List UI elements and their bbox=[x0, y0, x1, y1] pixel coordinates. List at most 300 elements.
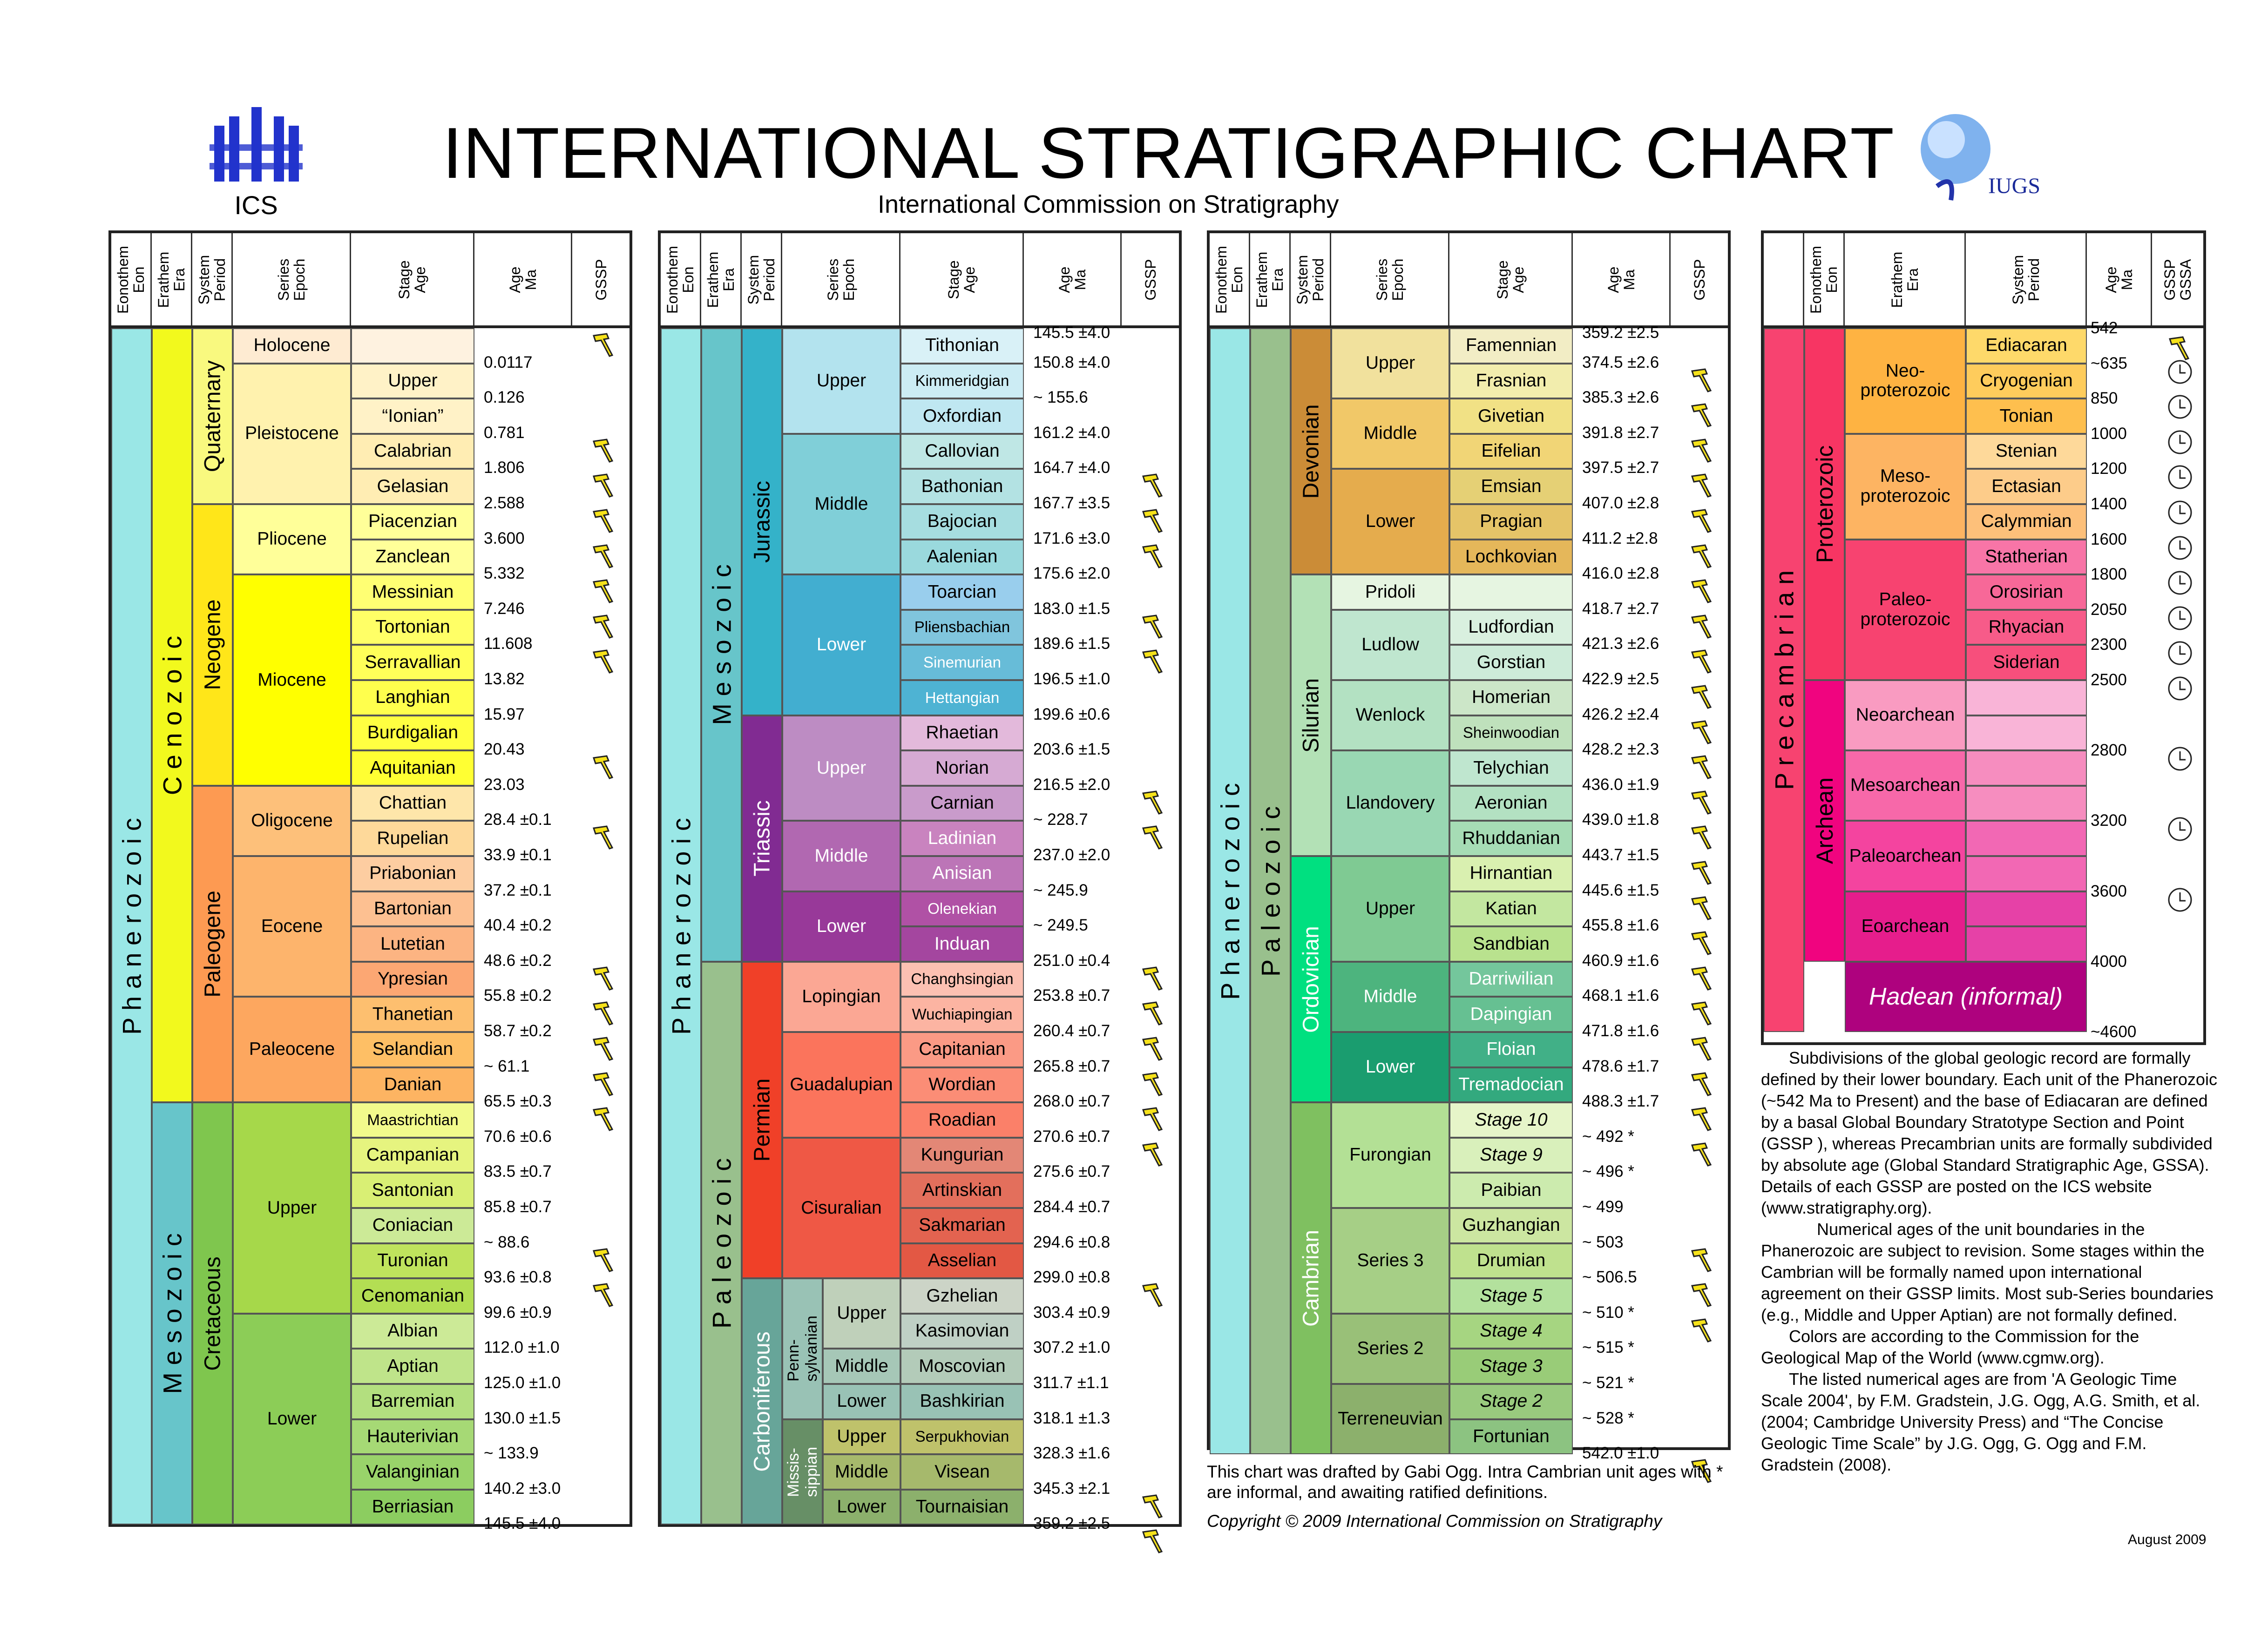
date-label: August 2009 bbox=[2128, 1532, 2207, 1547]
age-label: 471.8 ±1.6 bbox=[1582, 1022, 1659, 1040]
gssa-clock-icon bbox=[2167, 394, 2193, 420]
gssp-golden-spike-icon bbox=[591, 578, 617, 604]
col-header-era: Erathem Era bbox=[152, 233, 192, 326]
col-header-age: Age Ma bbox=[1573, 233, 1671, 326]
age-label: 2.588 bbox=[484, 494, 525, 512]
stage-cell: Sheinwoodian bbox=[1449, 715, 1573, 751]
age-label: ~ 496 * bbox=[1582, 1162, 1634, 1181]
period-cell: Siderian bbox=[1966, 645, 2087, 680]
age-label: 55.8 ±0.2 bbox=[484, 986, 552, 1005]
age-label: ~ 521 * bbox=[1582, 1374, 1634, 1392]
age-label: 33.9 ±0.1 bbox=[484, 846, 552, 864]
col-header-age: Age Ma bbox=[1024, 233, 1122, 326]
age-label: 2500 bbox=[2091, 671, 2127, 689]
gssp-golden-spike-icon bbox=[1140, 1282, 1166, 1308]
age-label: 265.8 ±0.7 bbox=[1033, 1057, 1110, 1075]
age-label: ~ 503 bbox=[1582, 1233, 1624, 1251]
stage-cell: Asselian bbox=[900, 1243, 1024, 1279]
stage-cell: Valanginian bbox=[351, 1454, 474, 1490]
age-label: 199.6 ±0.6 bbox=[1033, 705, 1110, 723]
stage-cell: Stage 3 bbox=[1449, 1349, 1573, 1384]
gssp-golden-spike-icon bbox=[1689, 1247, 1715, 1273]
age-label: 374.5 ±2.6 bbox=[1582, 353, 1659, 371]
stage-cell: Eifelian bbox=[1449, 434, 1573, 469]
stage-cell: Kungurian bbox=[900, 1138, 1024, 1173]
gssp-golden-spike-icon bbox=[1140, 965, 1166, 992]
age-label: 3600 bbox=[2091, 882, 2127, 900]
age-label: 1800 bbox=[2091, 565, 2127, 584]
system-cell: Neogene bbox=[192, 504, 233, 786]
age-label: 397.5 ±2.7 bbox=[1582, 459, 1659, 477]
stage-cell: Kasimovian bbox=[900, 1314, 1024, 1349]
gssp-golden-spike-icon bbox=[1689, 472, 1715, 499]
age-label: 1.806 bbox=[484, 459, 525, 477]
stage-cell: Burdigalian bbox=[351, 715, 474, 751]
age-label: ~ 245.9 bbox=[1033, 881, 1088, 899]
series-cell: Upper bbox=[1331, 328, 1449, 398]
age-label: 83.5 ±0.7 bbox=[484, 1162, 552, 1181]
age-label: ~ 515 * bbox=[1582, 1338, 1634, 1357]
stage-cell: Rhuddanian bbox=[1449, 821, 1573, 856]
period-cell: Ectasian bbox=[1966, 469, 2087, 504]
archean-blank-cell bbox=[1966, 856, 2087, 891]
note-p2: Numerical ages of the unit boundaries in the Phanerozoic are subject to revision. Some stages within the Cambrian will be formally named upon international agreement on their GSSP limits. Most sub-Series boundaries (e.g., Middle and Upper Aptian) are not formally defined. bbox=[1761, 1220, 2214, 1324]
gssp-golden-spike-icon bbox=[1140, 1528, 1166, 1554]
age-label: 5.332 bbox=[484, 564, 525, 583]
gssa-clock-icon bbox=[2167, 675, 2193, 702]
series-cell: Upper bbox=[823, 1278, 900, 1349]
col-header-gssp: GSSP bbox=[1691, 259, 1708, 301]
stage-cell: Calabrian bbox=[351, 434, 474, 469]
stage-cell: Norian bbox=[900, 750, 1024, 786]
stage-cell: Aptian bbox=[351, 1349, 474, 1384]
age-label: 426.2 ±2.4 bbox=[1582, 705, 1659, 723]
stage-cell: Santonian bbox=[351, 1173, 474, 1208]
series-cell: Furongian bbox=[1331, 1102, 1449, 1208]
stage-cell: Tithonian bbox=[900, 328, 1024, 364]
age-label: ~ 528 * bbox=[1582, 1409, 1634, 1427]
stage-cell: Stage 9 bbox=[1449, 1138, 1573, 1173]
era-cell: Mesoarchean bbox=[1845, 750, 1966, 821]
age-label: 478.6 ±1.7 bbox=[1582, 1057, 1659, 1075]
age-label: 130.0 ±1.5 bbox=[484, 1409, 561, 1427]
era-cell: Meso- proterozoic bbox=[1845, 434, 1966, 540]
col-header-series: Series Epoch bbox=[233, 233, 351, 326]
stage-cell: Katian bbox=[1449, 891, 1573, 927]
gssa-clock-icon bbox=[2167, 887, 2193, 913]
age-label: 1000 bbox=[2091, 424, 2127, 443]
col-header-stage: Stage Age bbox=[1449, 233, 1573, 326]
iugs-label: IUGS bbox=[1988, 174, 2041, 198]
stage-cell: Maastrichtian bbox=[351, 1102, 474, 1138]
age-label: 15.97 bbox=[484, 705, 525, 723]
stage-cell: Frasnian bbox=[1449, 364, 1573, 399]
stage-cell: Fortunian bbox=[1449, 1419, 1573, 1455]
stage-cell: Emsian bbox=[1449, 469, 1573, 504]
stage-cell: Tournaisian bbox=[900, 1490, 1024, 1525]
series-cell: Series 3 bbox=[1331, 1208, 1449, 1314]
ics-label: ICS bbox=[234, 190, 278, 219]
col-header-stage: Stage Age bbox=[351, 233, 474, 326]
age-label: 20.43 bbox=[484, 740, 525, 759]
page-title: INTERNATIONAL STRATIGRAPHIC CHART bbox=[442, 113, 1895, 193]
age-label: 189.6 ±1.5 bbox=[1033, 634, 1110, 653]
stage-cell: Roadian bbox=[900, 1102, 1024, 1138]
age-label: 93.6 ±0.8 bbox=[484, 1268, 552, 1287]
gssp-golden-spike-icon bbox=[591, 543, 617, 569]
stage-cell: Telychian bbox=[1449, 750, 1573, 786]
gssa-clock-icon bbox=[2167, 746, 2193, 772]
archean-blank-cell bbox=[1966, 891, 2087, 927]
series-cell: Lower bbox=[1331, 1032, 1449, 1102]
era-cenozoic: C e n o z o i c bbox=[152, 328, 192, 1102]
age-label: 1400 bbox=[2091, 495, 2127, 513]
age-label: 145.5 ±4.0 bbox=[484, 1514, 561, 1533]
stage-cell: Langhian bbox=[351, 680, 474, 715]
note-p1: Subdivisions of the global geologic record are formally defined by their lower boundary. Each unit of the Phanerozoic (~542 Ma to Present) and the base of Ediacaran are defined by a basal Global Boundary Stratotype Section and Point (GSSP ), whereas Precambrian units are formally subdivided by absolute age (Global Standard Stratigraphic Age, GSSA). Details of each GSSP are posted on the ICS website (www.stratigraphy.org). bbox=[1761, 1048, 2217, 1217]
gssp-golden-spike-icon bbox=[1689, 1141, 1715, 1167]
age-label: 416.0 ±2.8 bbox=[1582, 564, 1659, 583]
series-cell: Upper bbox=[233, 1102, 351, 1314]
period-cell: Statherian bbox=[1966, 540, 2087, 575]
era-paleozoic: P a l e o z o i c bbox=[1250, 328, 1291, 1454]
age-label: 237.0 ±2.0 bbox=[1033, 846, 1110, 864]
stage-cell: Callovian bbox=[900, 434, 1024, 469]
stage-cell: Artinskian bbox=[900, 1173, 1024, 1208]
gssp-golden-spike-icon bbox=[591, 332, 617, 358]
series-cell: Middle bbox=[823, 1454, 900, 1490]
subsystem-pennsylvanian: Penn- sylvanian bbox=[782, 1278, 823, 1419]
system-cell: Triassic bbox=[742, 715, 782, 962]
gssp-golden-spike-icon bbox=[1140, 648, 1166, 675]
col-header-system: System Period bbox=[1966, 233, 2087, 326]
series-cell: Upper bbox=[1331, 856, 1449, 962]
age-label: 150.8 ±4.0 bbox=[1033, 353, 1110, 371]
age-label: 125.0 ±1.0 bbox=[484, 1374, 561, 1392]
series-cell: Paleocene bbox=[233, 997, 351, 1102]
series-cell: Pliocene bbox=[233, 504, 351, 574]
age-label: 307.2 ±1.0 bbox=[1033, 1338, 1110, 1357]
stage-cell: Stage 2 bbox=[1449, 1384, 1573, 1419]
col-header-system: System Period bbox=[1291, 233, 1331, 326]
chart-note: This chart was drafted by Gabi Ogg. Intra Cambrian unit ages with * are informal, and awaiting ratified definitions. bbox=[1207, 1462, 1723, 1502]
gssp-golden-spike-icon bbox=[1689, 543, 1715, 569]
series-cell: Llandovery bbox=[1331, 750, 1449, 856]
stage-cell: Dapingian bbox=[1449, 997, 1573, 1032]
age-label: 140.2 ±3.0 bbox=[484, 1479, 561, 1498]
gssp-golden-spike-icon bbox=[1689, 367, 1715, 393]
stage-cell: Anisian bbox=[900, 856, 1024, 891]
gssp-golden-spike-icon bbox=[2167, 335, 2193, 361]
period-cell: Orosirian bbox=[1966, 574, 2087, 610]
age-label: 391.8 ±2.7 bbox=[1582, 423, 1659, 442]
gssp-golden-spike-icon bbox=[591, 1036, 617, 1062]
system-cell: Cretaceous bbox=[192, 1102, 233, 1525]
stage-cell: Aalenian bbox=[900, 540, 1024, 575]
stage-cell: Priabonian bbox=[351, 856, 474, 891]
age-label: 0.0117 bbox=[484, 353, 533, 371]
gssp-golden-spike-icon bbox=[591, 1000, 617, 1026]
subsystem-mississippian: Missis- sippian bbox=[782, 1419, 823, 1525]
era-mesozoic: M e s o z o i c bbox=[152, 1102, 192, 1525]
gssp-golden-spike-icon bbox=[591, 472, 617, 499]
stage-cell: Campanian bbox=[351, 1138, 474, 1173]
age-label: 203.6 ±1.5 bbox=[1033, 740, 1110, 759]
note-p4: The listed numerical ages are from 'A Geologic Time Scale 2004', by F.M. Gradstein, J.G. Ogg, A.G. Smith, et al. (2004; Cambridge University Press) and “The Concise Geologic Time Scale” by J.G. Ogg, G. Ogg and F.M. Gradstein (2008). bbox=[1761, 1370, 2200, 1474]
series-cell: Lower bbox=[823, 1384, 900, 1419]
gssp-golden-spike-icon bbox=[1689, 648, 1715, 675]
stage-cell: Givetian bbox=[1449, 398, 1573, 434]
gssp-golden-spike-icon bbox=[1689, 895, 1715, 921]
age-label: 436.0 ±1.9 bbox=[1582, 775, 1659, 794]
period-cell: Ediacaran bbox=[1966, 328, 2087, 364]
stage-cell: Gorstian bbox=[1449, 645, 1573, 680]
age-label: 48.6 ±0.2 bbox=[484, 951, 552, 970]
age-label: 488.3 ±1.7 bbox=[1582, 1092, 1659, 1111]
series-cell: Miocene bbox=[233, 574, 351, 786]
archean-blank-cell bbox=[1966, 750, 2087, 786]
system-cell: Devonian bbox=[1291, 328, 1331, 574]
stage-cell: Stage 10 bbox=[1449, 1102, 1573, 1138]
stage-cell: Tortonian bbox=[351, 610, 474, 645]
gssp-golden-spike-icon bbox=[1140, 1493, 1166, 1519]
col-header-series: Series Epoch bbox=[1331, 233, 1449, 326]
stage-cell: Drumian bbox=[1449, 1243, 1573, 1279]
age-label: 37.2 ±0.1 bbox=[484, 881, 552, 899]
age-label: 11.608 bbox=[484, 634, 533, 653]
stage-cell: Pliensbachian bbox=[900, 610, 1024, 645]
eon-precambrian: P r e c a m b r i a n bbox=[1764, 328, 1804, 1032]
stage-cell: Moscovian bbox=[900, 1349, 1024, 1384]
series-cell: Lower bbox=[782, 891, 900, 962]
series-cell: Upper bbox=[823, 1419, 900, 1455]
series-cell: Upper bbox=[782, 328, 900, 434]
system-cell: Silurian bbox=[1291, 574, 1331, 856]
gssp-golden-spike-icon bbox=[1689, 1036, 1715, 1062]
age-label: 175.6 ±2.0 bbox=[1033, 564, 1110, 583]
series-cell: Wenlock bbox=[1331, 680, 1449, 750]
gssp-golden-spike-icon bbox=[1689, 684, 1715, 710]
age-label: 164.7 ±4.0 bbox=[1033, 459, 1110, 477]
gssp-golden-spike-icon bbox=[1140, 1000, 1166, 1026]
stage-cell: Ypresian bbox=[351, 962, 474, 997]
stage-cell: Guzhangian bbox=[1449, 1208, 1573, 1243]
gssp-golden-spike-icon bbox=[1140, 1106, 1166, 1132]
age-label: 311.7 ±1.1 bbox=[1033, 1374, 1109, 1392]
gssp-golden-spike-icon bbox=[591, 614, 617, 640]
stage-cell: Ludfordian bbox=[1449, 610, 1573, 645]
stage-cell: Bathonian bbox=[900, 469, 1024, 504]
age-label: ~4600 bbox=[2091, 1023, 2137, 1041]
gssp-golden-spike-icon bbox=[1140, 1141, 1166, 1167]
col-header-gssp: GSSP bbox=[592, 259, 609, 301]
age-label: 294.6 ±0.8 bbox=[1033, 1233, 1110, 1251]
stage-cell: Hettangian bbox=[900, 680, 1024, 715]
age-label: 455.8 ±1.6 bbox=[1582, 916, 1659, 935]
age-label: 40.4 ±0.2 bbox=[484, 916, 552, 935]
stage-cell: Hauterivian bbox=[351, 1419, 474, 1455]
age-label: ~ 133.9 bbox=[484, 1444, 539, 1463]
stage-cell: Coniacian bbox=[351, 1208, 474, 1243]
gssa-clock-icon bbox=[2167, 570, 2193, 596]
age-label: 542.0 ±1.0 bbox=[1582, 1444, 1659, 1463]
series-cell: Lower bbox=[823, 1490, 900, 1525]
gssp-golden-spike-icon bbox=[1140, 614, 1166, 640]
gssp-golden-spike-icon bbox=[591, 648, 617, 675]
panel-mesozoic-paleozoic bbox=[658, 230, 1182, 1533]
eon-phanerozoic: P h a n e r o z o i c bbox=[1210, 328, 1250, 1454]
stage-cell: Bashkirian bbox=[900, 1384, 1024, 1419]
age-label: 345.3 ±2.1 bbox=[1033, 1479, 1110, 1498]
series-cell: Oligocene bbox=[233, 786, 351, 856]
archean-blank-cell bbox=[1966, 680, 2087, 715]
col-header-age: Age Ma bbox=[2087, 233, 2152, 326]
gssp-golden-spike-icon bbox=[1140, 472, 1166, 499]
stage-cell: Induan bbox=[900, 926, 1024, 962]
stage-cell: Bartonian bbox=[351, 891, 474, 927]
stage-cell: Aquitanian bbox=[351, 750, 474, 786]
panel-precambrian bbox=[1761, 230, 2206, 1045]
era-proterozoic: Proterozoic bbox=[1804, 328, 1845, 680]
age-label: 253.8 ±0.7 bbox=[1033, 986, 1110, 1005]
age-label: 2800 bbox=[2091, 741, 2127, 760]
age-label: 359.2 ±2.5 bbox=[1582, 324, 1659, 342]
panel-cenozoic-mesozoic bbox=[108, 230, 632, 1533]
era-cell: Eoarchean bbox=[1845, 891, 1966, 962]
series-cell: Lower bbox=[1331, 469, 1449, 574]
system-cell: Jurassic bbox=[742, 328, 782, 715]
age-label: ~ 228.7 bbox=[1033, 810, 1088, 829]
gssp-golden-spike-icon bbox=[1689, 719, 1715, 745]
series-cell: Terreneuvian bbox=[1331, 1384, 1449, 1454]
gssp-golden-spike-icon bbox=[1689, 1106, 1715, 1132]
age-label: 270.6 ±0.7 bbox=[1033, 1127, 1110, 1146]
gssp-golden-spike-icon bbox=[1689, 930, 1715, 956]
stage-cell: Rupelian bbox=[351, 821, 474, 856]
stage-cell: Gelasian bbox=[351, 469, 474, 504]
gssp-golden-spike-icon bbox=[591, 508, 617, 534]
age-label: 418.7 ±2.7 bbox=[1582, 599, 1659, 618]
col-header-system: System Period bbox=[742, 233, 782, 326]
age-label: 328.3 ±1.6 bbox=[1033, 1444, 1110, 1463]
gssp-golden-spike-icon bbox=[1689, 402, 1715, 428]
stage-cell: Darriwilian bbox=[1449, 962, 1573, 997]
archean-blank-cell bbox=[1966, 786, 2087, 821]
stage-cell: Aeronian bbox=[1449, 786, 1573, 821]
stage-cell: Gzhelian bbox=[900, 1278, 1024, 1314]
stage-cell: Sakmarian bbox=[900, 1208, 1024, 1243]
age-label: 359.2 ±2.5 bbox=[1033, 1514, 1110, 1533]
stage-cell: Stage 5 bbox=[1449, 1278, 1573, 1314]
archean-blank-cell bbox=[1966, 715, 2087, 751]
age-label: 460.9 ±1.6 bbox=[1582, 951, 1659, 970]
series-cell: Middle bbox=[823, 1349, 900, 1384]
stage-cell: Messinian bbox=[351, 574, 474, 610]
period-cell: Calymmian bbox=[1966, 504, 2087, 540]
gssp-golden-spike-icon bbox=[1689, 1317, 1715, 1343]
col-header-stage: Stage Age bbox=[900, 233, 1024, 326]
gssp-golden-spike-icon bbox=[1689, 824, 1715, 850]
age-label: 439.0 ±1.8 bbox=[1582, 810, 1659, 829]
age-label: 443.7 ±1.5 bbox=[1582, 846, 1659, 864]
ics-logo bbox=[200, 98, 321, 219]
col-header-era: Erathem Era bbox=[701, 233, 742, 326]
stage-cell: Wordian bbox=[900, 1067, 1024, 1103]
gssp-golden-spike-icon bbox=[1689, 965, 1715, 992]
age-label: 299.0 ±0.8 bbox=[1033, 1268, 1110, 1287]
series-cell: Holocene bbox=[233, 328, 351, 364]
era-cell: Neoarchean bbox=[1845, 680, 1966, 750]
stage-cell: Lutetian bbox=[351, 926, 474, 962]
series-cell: Lower bbox=[233, 1314, 351, 1525]
age-label: 385.3 ±2.6 bbox=[1582, 388, 1659, 407]
stage-cell: Serravallian bbox=[351, 645, 474, 680]
col-header-gssp: GSSP bbox=[1142, 259, 1159, 301]
stage-cell: Toarcian bbox=[900, 574, 1024, 610]
age-label: 2300 bbox=[2091, 635, 2127, 654]
age-label: 1600 bbox=[2091, 530, 2127, 548]
era-archean: Archean bbox=[1804, 680, 1845, 962]
age-label: 216.5 ±2.0 bbox=[1033, 775, 1110, 794]
col-header-blank bbox=[1764, 233, 1804, 326]
age-label: 112.0 ±1.0 bbox=[484, 1338, 560, 1357]
col-header-era: Erathem Era bbox=[1250, 233, 1291, 326]
series-cell: Series 2 bbox=[1331, 1314, 1449, 1384]
age-label: ~ 249.5 bbox=[1033, 916, 1088, 935]
gssp-golden-spike-icon bbox=[1689, 860, 1715, 886]
age-label: 445.6 ±1.5 bbox=[1582, 881, 1659, 899]
gssp-golden-spike-icon bbox=[1689, 438, 1715, 464]
period-cell: Rhyacian bbox=[1966, 610, 2087, 645]
era-cell: Paleoarchean bbox=[1845, 821, 1966, 891]
gssp-golden-spike-icon bbox=[591, 1106, 617, 1132]
gssp-golden-spike-icon bbox=[1689, 1282, 1715, 1308]
age-label: 542 bbox=[2091, 319, 2118, 337]
age-label: 318.1 ±1.3 bbox=[1033, 1409, 1110, 1427]
age-label: 303.4 ±0.9 bbox=[1033, 1303, 1110, 1322]
gssa-clock-icon bbox=[2167, 816, 2193, 842]
age-label: 161.2 ±4.0 bbox=[1033, 423, 1110, 442]
age-label: 13.82 bbox=[484, 670, 525, 688]
gssa-clock-icon bbox=[2167, 605, 2193, 631]
stage-cell: Ladinian bbox=[900, 821, 1024, 856]
col-header-eon: Eonothem Eon bbox=[111, 233, 152, 326]
era-cell: Paleo- proterozoic bbox=[1845, 540, 1966, 680]
series-cell: Lopingian bbox=[782, 962, 900, 1032]
stage-cell: Albian bbox=[351, 1314, 474, 1349]
period-cell: Tonian bbox=[1966, 398, 2087, 434]
stage-cell: “Ionian” bbox=[351, 398, 474, 434]
age-label: ~ 88.6 bbox=[484, 1233, 530, 1251]
era-cell: Neo- proterozoic bbox=[1845, 328, 1966, 434]
stage-cell: Sinemurian bbox=[900, 645, 1024, 680]
system-cell: Quaternary bbox=[192, 328, 233, 504]
series-cell: Middle bbox=[1331, 398, 1449, 469]
stage-cell: Wuchiapingian bbox=[900, 997, 1024, 1032]
age-label: ~ 61.1 bbox=[484, 1057, 530, 1075]
copyright: Copyright © 2009 International Commission on Stratigraphy bbox=[1207, 1512, 1662, 1531]
age-label: 251.0 ±0.4 bbox=[1033, 951, 1110, 970]
stage-cell: Olenekian bbox=[900, 891, 1024, 927]
gssp-golden-spike-icon bbox=[1140, 790, 1166, 816]
stage-cell: Danian bbox=[351, 1067, 474, 1103]
system-cell: Cambrian bbox=[1291, 1102, 1331, 1454]
age-label: 260.4 ±0.7 bbox=[1033, 1022, 1110, 1040]
series-cell: Pleistocene bbox=[233, 364, 351, 504]
col-header-series: Series Epoch bbox=[782, 233, 900, 326]
stage-cell: Hirnantian bbox=[1449, 856, 1573, 891]
stage-cell: Cenomanian bbox=[351, 1278, 474, 1314]
